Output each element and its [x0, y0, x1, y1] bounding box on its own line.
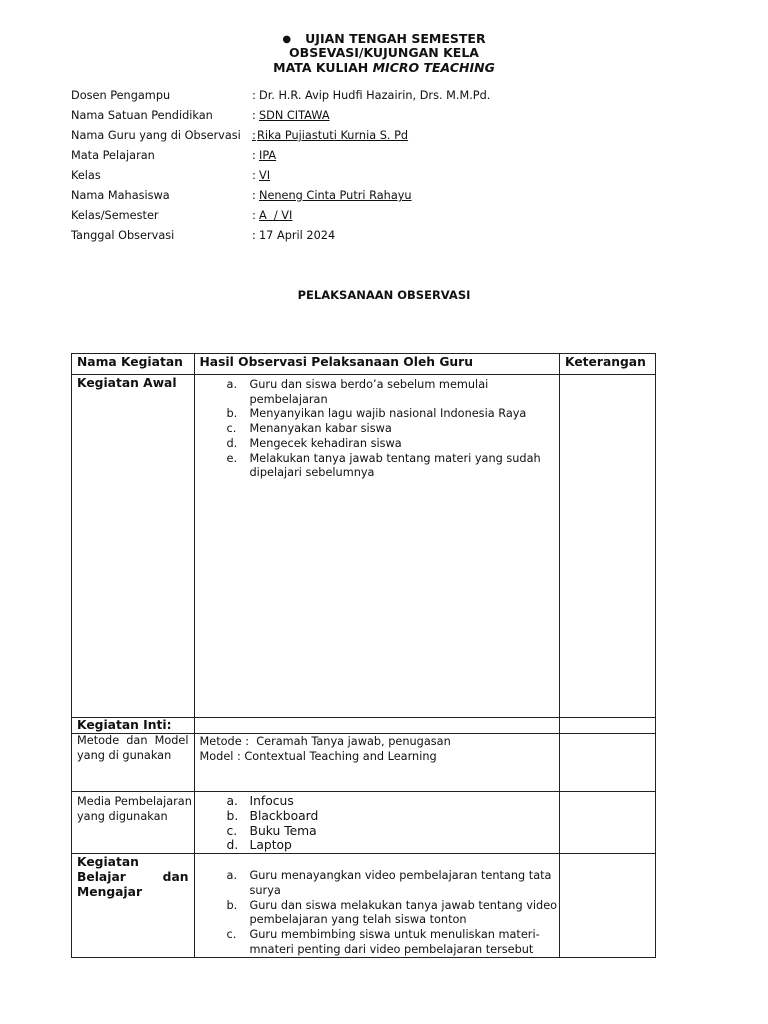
- list-text: Guru membimbing siswa untuk menuliskan materi-mnateri penting dari video pembelajaran tersebut: [249, 928, 540, 956]
- info-colon: :: [252, 109, 256, 122]
- info-value: Neneng Cinta Putri Rahayu: [259, 189, 412, 202]
- info-row-subject: [71, 148, 691, 168]
- list-item: [226, 838, 560, 853]
- kegiatan-awal-label: Kegiatan Awal: [72, 375, 195, 718]
- list-item: [226, 436, 560, 452]
- exam-title-text: UJIAN TENGAH SEMESTER: [305, 31, 486, 46]
- metode-text: Metode : Ceramah Tanya jawab, penugasan: [199, 735, 451, 748]
- media-list: [200, 794, 560, 853]
- media-cell: [194, 792, 560, 854]
- info-label: Kelas/Semester: [71, 209, 159, 222]
- table-row: [72, 375, 656, 718]
- list-text: Guru dan siswa melakukan tanya jawab tentang video pembelajaran yang telah siswa tonton: [249, 898, 558, 927]
- table-header-row: [72, 354, 656, 375]
- list-text: Mengecek kehadiran siswa: [249, 436, 402, 450]
- column-header: Hasil Observasi Pelaksanaan Oleh Guru: [194, 354, 560, 375]
- list-text: Infocus: [249, 794, 294, 808]
- list-item: [226, 898, 560, 928]
- observation-title: OBSEVASI/KUJUNGAN KELA: [289, 45, 479, 60]
- list-marker: b.: [226, 407, 238, 421]
- list-item: [226, 869, 560, 898]
- info-label: Nama Satuan Pendidikan: [71, 109, 213, 122]
- info-value: IPA: [259, 149, 277, 162]
- keterangan-cell: [560, 734, 656, 792]
- model-text: Model : Contextual Teaching and Learning: [199, 750, 437, 763]
- list-item: [226, 823, 560, 839]
- info-colon: :: [252, 209, 256, 222]
- list-text: Guru dan siswa berdo’a sebelum memulai pembelajaran: [249, 378, 489, 406]
- section-title: PELAKSANAAN OBSERVASI: [297, 288, 471, 302]
- bullet-icon: ●: [282, 34, 292, 45]
- info-label: Tanggal Observasi: [71, 229, 175, 242]
- info-value: SDN CITAWA: [259, 109, 330, 122]
- metode-label: Metode dan Model yang di gunakan: [72, 734, 195, 792]
- kegiatan-inti-label: Kegiatan Inti:: [72, 718, 195, 734]
- list-item: [226, 794, 560, 809]
- list-item: [226, 422, 560, 437]
- list-marker: d.: [226, 838, 239, 853]
- info-row-student: [71, 188, 691, 208]
- info-label: Nama Guru yang di Observasi: [71, 129, 241, 142]
- info-row-teacher: [71, 128, 691, 148]
- info-row-school: [71, 108, 691, 128]
- list-marker: c.: [226, 422, 237, 436]
- kbm-label: Kegiatan Belajar dan Mengajar: [72, 854, 195, 958]
- list-marker: b.: [226, 808, 239, 823]
- list-text: Laptop: [249, 838, 292, 853]
- keterangan-cell: [560, 718, 656, 734]
- table-row: [72, 854, 656, 958]
- info-row-date: [71, 228, 691, 248]
- kegiatan-awal-list: [200, 378, 560, 481]
- list-marker: a.: [226, 794, 238, 808]
- info-colon: :: [252, 169, 256, 182]
- course-title-prefix: MATA KULIAH: [273, 60, 373, 75]
- keterangan-cell: [560, 792, 656, 854]
- info-value: Rika Pujiastuti Kurnia S. Pd: [257, 129, 409, 142]
- kbm-cell: [194, 854, 560, 958]
- info-colon: :: [252, 89, 256, 102]
- list-text: Buku Tema: [249, 823, 317, 838]
- info-row-lecturer: [71, 88, 691, 108]
- list-marker: c.: [226, 928, 237, 941]
- list-item: [226, 808, 560, 824]
- observation-table: [71, 353, 656, 958]
- info-colon: :: [252, 189, 256, 202]
- info-value: VI: [259, 169, 271, 182]
- exam-title: [0, 31, 768, 46]
- list-item: [226, 407, 560, 422]
- list-marker: d.: [226, 436, 238, 450]
- info-label: Kelas: [71, 169, 101, 182]
- list-marker: c.: [226, 823, 238, 838]
- info-value: Dr. H.R. Avip Hudfi Hazairin, Drs. M.M.Pd.: [259, 89, 491, 102]
- list-text: Guru menayangkan video pembelajaran tentang tata surya: [249, 869, 552, 897]
- info-colon: :: [252, 129, 256, 142]
- list-marker: e.: [226, 451, 238, 465]
- table-row: [72, 718, 656, 734]
- info-value: A / VI: [259, 209, 293, 222]
- keterangan-cell: [560, 854, 656, 958]
- media-label: Media Pembelajaran yang digunakan: [72, 792, 195, 854]
- info-block: [71, 88, 691, 248]
- info-row-semester: [71, 208, 691, 228]
- kbm-list: [200, 869, 560, 957]
- course-title: [0, 60, 768, 75]
- info-colon: :: [252, 149, 256, 162]
- info-value: 17 April 2024: [259, 229, 336, 242]
- course-title-italic: MICRO TEACHING: [372, 60, 495, 75]
- info-label: Dosen Pengampu: [71, 89, 171, 102]
- table-row: [72, 792, 656, 854]
- list-text: Menyanyikan lagu wajib nasional Indonesia Raya: [249, 407, 527, 421]
- metode-cell: [194, 734, 560, 792]
- list-item: [226, 451, 560, 481]
- info-label: Nama Mahasiswa: [71, 189, 170, 202]
- keterangan-cell: [560, 375, 656, 718]
- list-text: Blackboard: [249, 808, 319, 823]
- column-header: Nama Kegiatan: [72, 354, 195, 375]
- list-marker: a.: [226, 869, 238, 883]
- list-text: Melakukan tanya jawab tentang materi yang sudah dipelajari sebelumnya: [249, 451, 541, 480]
- list-item: [226, 378, 560, 407]
- info-colon: :: [252, 229, 256, 242]
- info-label: Mata Pelajaran: [71, 149, 155, 162]
- list-item: [226, 928, 560, 957]
- list-marker: a.: [226, 378, 238, 391]
- kegiatan-awal-cell: [194, 375, 560, 718]
- table-row: [72, 734, 656, 792]
- column-header: Keterangan: [560, 354, 656, 375]
- empty-cell: [194, 718, 560, 734]
- list-text: Menanyakan kabar siswa: [249, 422, 392, 436]
- info-row-class: [71, 168, 691, 188]
- list-marker: b.: [226, 898, 238, 912]
